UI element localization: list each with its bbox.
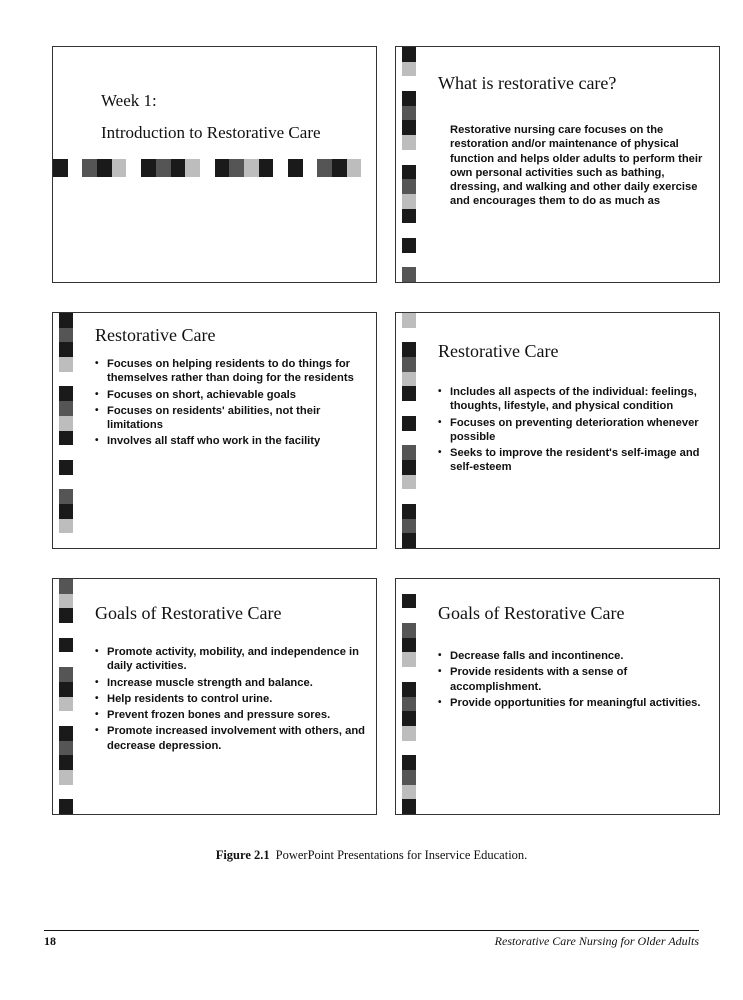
decorative-horizontal-bar	[53, 159, 376, 177]
bullet-list	[93, 645, 368, 755]
bar-segment	[402, 770, 416, 785]
bar-segment	[361, 159, 376, 177]
slide-heading: Restorative Care	[438, 341, 559, 361]
bar-segment	[244, 159, 259, 177]
bar-segment	[402, 489, 416, 504]
bar-segment	[59, 533, 73, 548]
bar-segment	[59, 755, 73, 770]
bar-segment	[402, 179, 416, 194]
bar-segment	[59, 623, 73, 638]
bar-segment	[288, 159, 303, 177]
bar-segment	[59, 667, 73, 682]
slide-intro-title: Introduction to Restorative Care	[101, 123, 321, 142]
bullet-item: • Provide opportunities for meaningful activities.	[436, 696, 711, 710]
slide-heading: Goals of Restorative Care	[95, 603, 282, 623]
bullet-item: • Includes all aspects of the individual: feelings, thoughts, lifestyle, and physical condition	[436, 385, 711, 414]
bar-segment	[59, 652, 73, 667]
bar-segment	[59, 594, 73, 609]
bar-segment	[402, 608, 416, 623]
bar-segment	[402, 667, 416, 682]
bar-segment	[402, 386, 416, 401]
bar-segment	[402, 416, 416, 431]
bar-segment	[97, 159, 112, 177]
bullet-item: • Focuses on preventing deterioration whenever possible	[436, 416, 711, 445]
figure-caption-text: PowerPoint Presentations for Inservice Education.	[275, 848, 528, 862]
decorative-vertical-bar	[402, 47, 416, 282]
bar-segment	[59, 785, 73, 800]
bar-segment	[59, 357, 73, 372]
bar-segment	[59, 489, 73, 504]
bar-segment	[402, 401, 416, 416]
bar-segment	[59, 313, 73, 328]
bar-segment	[402, 755, 416, 770]
bar-segment	[59, 416, 73, 431]
slide-heading: What is restorative care?	[438, 73, 617, 93]
bullet-list	[436, 385, 711, 477]
bar-segment	[59, 372, 73, 387]
slide-heading: Goals of Restorative Care	[438, 603, 625, 623]
figure-label: Figure 2.1	[215, 848, 270, 862]
bar-segment	[402, 357, 416, 372]
bar-segment	[229, 159, 244, 177]
bar-segment	[402, 697, 416, 712]
bar-segment	[402, 445, 416, 460]
bar-segment	[402, 106, 416, 121]
bar-segment	[156, 159, 171, 177]
bar-segment	[402, 623, 416, 638]
running-footer-title: Restorative Care Nursing for Older Adults	[494, 934, 699, 948]
bar-segment	[259, 159, 274, 177]
footer-divider	[44, 930, 699, 931]
bar-segment	[402, 460, 416, 475]
bar-segment	[402, 711, 416, 726]
bar-segment	[402, 342, 416, 357]
bar-segment	[402, 150, 416, 165]
bar-segment	[402, 238, 416, 253]
bar-segment	[215, 159, 230, 177]
bar-segment	[59, 342, 73, 357]
bar-segment	[141, 159, 156, 177]
bar-segment	[59, 726, 73, 741]
bar-segment	[402, 431, 416, 446]
bar-segment	[273, 159, 288, 177]
bullet-item: • Provide residents with a sense of accomplishment.	[436, 665, 711, 694]
bar-segment	[402, 726, 416, 741]
bar-segment	[317, 159, 332, 177]
bullet-item: • Seeks to improve the resident's self-image and self-esteem	[436, 446, 711, 475]
slide-week-label: Week 1:	[101, 91, 157, 110]
bullet-list	[436, 649, 711, 712]
bar-segment	[402, 76, 416, 91]
bar-segment	[402, 372, 416, 387]
bullet-item: • Help residents to control urine.	[93, 692, 368, 706]
bar-segment	[59, 504, 73, 519]
bar-segment	[59, 608, 73, 623]
bar-segment	[112, 159, 127, 177]
bar-segment	[402, 533, 416, 548]
bullet-item: • Focuses on helping residents to do things for themselves rather than doing for the residents	[93, 357, 368, 386]
bar-segment	[402, 504, 416, 519]
bar-segment	[59, 770, 73, 785]
bar-segment	[59, 431, 73, 446]
figure-caption	[0, 848, 743, 863]
bar-segment	[402, 519, 416, 534]
bar-segment	[402, 594, 416, 609]
page-number: 18	[44, 934, 56, 948]
decorative-vertical-bar	[402, 579, 416, 814]
bar-segment	[59, 638, 73, 653]
bar-segment	[59, 401, 73, 416]
bullet-item: • Focuses on residents' abilities, not their limitations	[93, 404, 368, 433]
bar-segment	[402, 682, 416, 697]
bar-segment	[402, 165, 416, 180]
bullet-item: • Decrease falls and incontinence.	[436, 649, 711, 663]
bar-segment	[402, 579, 416, 594]
bullet-item: • Involves all staff who work in the facility	[93, 434, 368, 448]
bullet-item: • Promote activity, mobility, and independence in daily activities.	[93, 645, 368, 674]
bullet-item: • Increase muscle strength and balance.	[93, 676, 368, 690]
bar-segment	[59, 386, 73, 401]
bar-segment	[59, 460, 73, 475]
bar-segment	[402, 120, 416, 135]
bar-segment	[332, 159, 347, 177]
bar-segment	[402, 62, 416, 77]
bullet-item: • Focuses on short, achievable goals	[93, 388, 368, 402]
bar-segment	[59, 328, 73, 343]
bar-segment	[402, 638, 416, 653]
slide-restorative-care-2	[395, 312, 720, 549]
bar-segment	[402, 91, 416, 106]
bar-segment	[402, 47, 416, 62]
bar-segment	[200, 159, 215, 177]
bullet-item: • Promote increased involvement with others, and decrease depression.	[93, 724, 368, 753]
bar-segment	[347, 159, 362, 177]
bar-segment	[59, 475, 73, 490]
bar-segment	[402, 135, 416, 150]
bar-segment	[82, 159, 97, 177]
bar-segment	[59, 799, 73, 814]
bullet-item: • Prevent frozen bones and pressure sores.	[93, 708, 368, 722]
bar-segment	[402, 652, 416, 667]
bar-segment	[59, 579, 73, 594]
slide-what-is-restorative-care	[395, 46, 720, 283]
bar-segment	[59, 519, 73, 534]
decorative-vertical-bar	[402, 313, 416, 548]
bar-segment	[185, 159, 200, 177]
slide-title-week1	[52, 46, 377, 283]
bar-segment	[402, 475, 416, 490]
bar-segment	[402, 741, 416, 756]
bar-segment	[402, 313, 416, 328]
bar-segment	[68, 159, 83, 177]
bar-segment	[402, 253, 416, 268]
bar-segment	[53, 159, 68, 177]
bar-segment	[402, 799, 416, 814]
bar-segment	[59, 711, 73, 726]
slide-heading: Restorative Care	[95, 325, 216, 345]
decorative-vertical-bar	[59, 579, 73, 814]
bar-segment	[59, 697, 73, 712]
bar-segment	[59, 741, 73, 756]
bar-segment	[171, 159, 186, 177]
decorative-vertical-bar	[59, 313, 73, 548]
bar-segment	[126, 159, 141, 177]
bar-segment	[59, 682, 73, 697]
bar-segment	[402, 223, 416, 238]
bar-segment	[303, 159, 318, 177]
slide-body-text: Restorative nursing care focuses on the restoration and/or maintenance of physical function and helps older adults to perform their own personal activities such as bathing, dressing, and walking and other daily exercise and encourages them to do as much as	[450, 124, 703, 208]
slide-goals-1	[52, 578, 377, 815]
bar-segment	[402, 209, 416, 224]
bar-segment	[59, 445, 73, 460]
slide-restorative-care-1	[52, 312, 377, 549]
bar-segment	[402, 194, 416, 209]
slide-goals-2	[395, 578, 720, 815]
bullet-list	[93, 357, 368, 451]
bar-segment	[402, 328, 416, 343]
bar-segment	[402, 785, 416, 800]
bar-segment	[402, 267, 416, 282]
